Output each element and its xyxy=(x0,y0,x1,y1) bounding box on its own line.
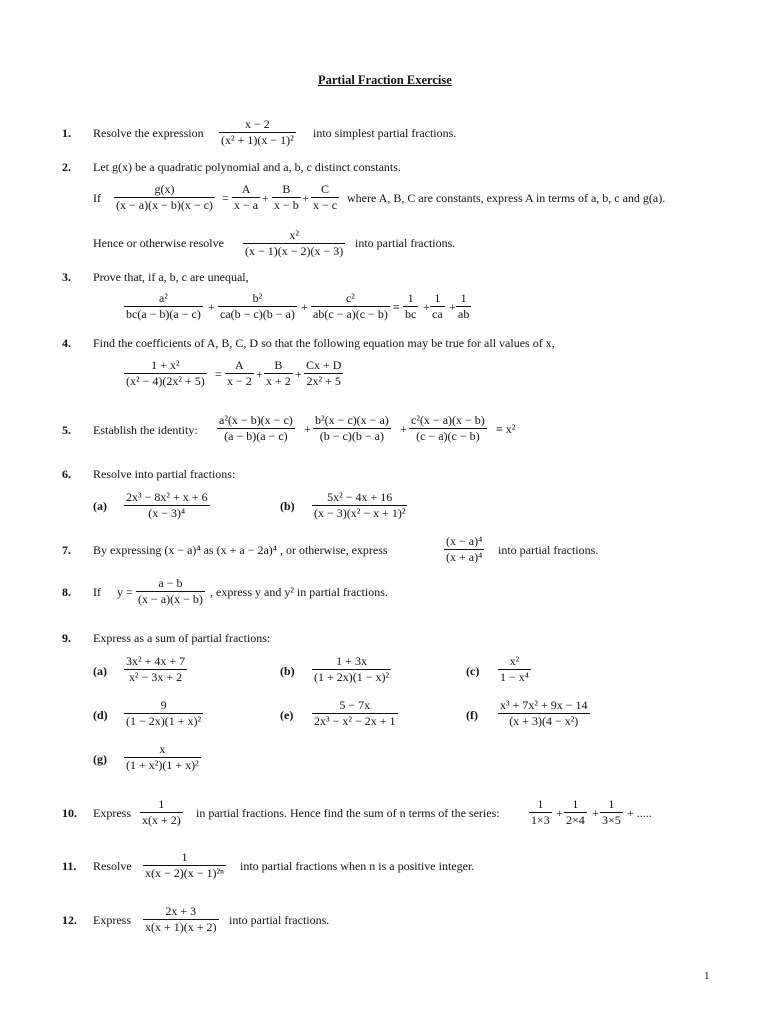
question-number: 10. xyxy=(62,806,77,820)
plus-sign: + xyxy=(208,300,215,314)
fraction xyxy=(456,292,471,321)
part-label: (b) xyxy=(280,664,295,678)
denominator: x − a xyxy=(234,198,259,212)
plus-sign: + xyxy=(556,806,563,820)
part-label: (b) xyxy=(280,499,295,513)
numerator: g(x) xyxy=(114,183,215,198)
fraction xyxy=(304,359,343,388)
part-label: (g) xyxy=(93,752,107,766)
numerator: 1 xyxy=(564,798,587,813)
fraction xyxy=(529,798,552,827)
question-number: 3. xyxy=(62,270,71,284)
fraction xyxy=(311,292,390,321)
numerator: B xyxy=(272,183,301,198)
question-number: 4. xyxy=(62,336,71,350)
denominator: 3×5 xyxy=(602,813,621,827)
denominator: (1 + 2x)(1 − x)² xyxy=(314,670,390,684)
denominator: x − c xyxy=(313,198,338,212)
denominator: (x − 3)⁴ xyxy=(148,506,186,520)
question-text: Establish the identity: xyxy=(93,423,198,437)
numerator: 2x + 3 xyxy=(143,905,219,920)
equivalent-sign: ≡ xyxy=(393,300,400,314)
fraction xyxy=(264,359,293,388)
numerator: 3x² + 4x + 7 xyxy=(126,654,186,668)
question-number: 8. xyxy=(62,585,71,599)
plus-sign: + xyxy=(449,300,456,314)
denominator: x² − 3x + 2 xyxy=(129,670,183,684)
numerator: x³ + 7x² + 9x − 14 xyxy=(500,698,588,712)
fraction xyxy=(136,577,205,606)
fraction xyxy=(140,798,183,827)
part-label: (a) xyxy=(93,499,107,513)
fraction xyxy=(444,535,484,564)
question-text: into partial fractions when n is a positive integer. xyxy=(240,859,475,873)
fraction xyxy=(219,118,296,147)
numerator: 5x² − 4x + 16 xyxy=(312,491,407,506)
fraction xyxy=(409,414,487,443)
question-number: 1. xyxy=(62,126,71,140)
fraction xyxy=(313,414,391,443)
denominator: (x + a)⁴ xyxy=(446,550,483,564)
denominator: (x − 1)(x − 2)(x − 3) xyxy=(245,244,344,258)
numerator: 1 xyxy=(403,292,418,307)
denominator: x(x + 1)(x + 2) xyxy=(145,920,217,934)
denominator: ca(b − c)(b − a) xyxy=(220,307,295,321)
plus-sign: + xyxy=(262,191,269,205)
fraction xyxy=(124,743,201,772)
fraction xyxy=(403,292,418,321)
fraction xyxy=(124,359,207,388)
question-text: Find the coefficients of A, B, C, D so that the following equation may be true for all values of x, xyxy=(93,336,555,350)
denominator: x − b xyxy=(274,198,299,212)
plus-sign: + xyxy=(400,422,407,436)
fraction xyxy=(600,798,623,827)
denominator: (x + 3)(4 − x²) xyxy=(509,714,579,728)
question-number: 7. xyxy=(62,543,71,557)
denominator: 2x³ − x² − 2x + 1 xyxy=(314,714,396,728)
numerator: 5 − 7x xyxy=(312,699,398,714)
question-text: Resolve into partial fractions: xyxy=(93,467,236,481)
page-title: Partial Fraction Exercise xyxy=(318,73,452,87)
numerator: A xyxy=(232,183,260,198)
fraction xyxy=(124,491,210,520)
question-number: 5. xyxy=(62,423,71,437)
denominator: (1 + x²)(1 + x)² xyxy=(126,758,199,772)
numerator: x − 2 xyxy=(219,118,296,133)
denominator: bc(a − b)(a − c) xyxy=(126,307,201,321)
numerator: 2x³ − 8x² + x + 6 xyxy=(126,490,208,504)
part-label: (e) xyxy=(280,708,294,722)
plus-sign: + xyxy=(302,191,309,205)
numerator: 1 xyxy=(456,292,471,307)
denominator: (1 − 2x)(1 + x)² xyxy=(126,714,202,728)
question-text: into partial fractions. xyxy=(355,236,456,250)
question-text: By expressing (x − a)⁴ as (x + a − 2a)⁴ , or otherwise, express xyxy=(93,543,388,557)
plus-sign: + xyxy=(256,367,263,381)
numerator: x² xyxy=(498,655,531,670)
series-ellipsis: + ..... xyxy=(627,806,652,820)
plus-sign: + xyxy=(304,422,311,436)
numerator: x xyxy=(124,743,201,758)
fraction xyxy=(312,491,407,520)
fraction xyxy=(564,798,587,827)
numerator: a − b xyxy=(136,577,205,592)
equivalent-expression: ≡ x² xyxy=(496,422,516,436)
fraction xyxy=(243,229,345,258)
denominator: (x² + 1)(x − 1)² xyxy=(221,133,294,147)
denominator: 1×3 xyxy=(531,813,550,827)
fraction xyxy=(143,851,226,880)
fraction xyxy=(311,183,339,212)
plus-sign: + xyxy=(295,367,302,381)
question-text: If xyxy=(93,191,101,205)
question-text: Let g(x) be a quadratic polynomial and a, b, c distinct constants. xyxy=(93,160,401,174)
question-number: 2. xyxy=(62,160,71,174)
question-text: into partial fractions. xyxy=(229,913,330,927)
numerator: 1 xyxy=(140,798,183,813)
question-number: 12. xyxy=(62,913,77,927)
fraction xyxy=(124,699,203,728)
denominator: x + 2 xyxy=(266,374,291,388)
fraction xyxy=(114,183,215,212)
fraction xyxy=(218,292,297,321)
numerator: a² xyxy=(124,292,203,307)
numerator: 9 xyxy=(124,699,203,714)
denominator: 2×4 xyxy=(566,813,585,827)
question-text: Express xyxy=(93,913,131,927)
fraction xyxy=(124,292,203,321)
question-text: Express as a sum of partial fractions: xyxy=(93,631,271,645)
numerator: 1 xyxy=(600,798,623,813)
numerator: c² xyxy=(311,292,390,307)
numerator: 1 + 3x xyxy=(312,655,391,670)
numerator: a²(x − b)(x − c) xyxy=(219,413,293,427)
denominator: (x − 3)(x² − x + 1)² xyxy=(314,506,406,520)
numerator: B xyxy=(264,359,293,374)
part-label: (f) xyxy=(466,708,478,722)
question-text: Express xyxy=(93,806,131,820)
denominator: (x² − 4)(2x² + 5) xyxy=(126,374,205,388)
plus-sign: + xyxy=(592,806,599,820)
numerator: 1 xyxy=(143,851,226,866)
question-text: where A, B, C are constants, express A in terms of a, b, c and g(a). xyxy=(347,191,666,205)
y-equals: y = xyxy=(117,585,133,599)
denominator: x − 2 xyxy=(227,374,252,388)
question-text: in partial fractions. Hence find the sum of n terms of the series: xyxy=(196,806,500,820)
plus-sign: + xyxy=(301,300,308,314)
denominator: 1 − x⁴ xyxy=(500,670,529,684)
question-number: 9. xyxy=(62,631,71,645)
denominator: (x − a)(x − b)(x − c) xyxy=(116,198,213,212)
question-text: Hence or otherwise resolve xyxy=(93,236,224,250)
question-text: Resolve xyxy=(93,859,132,873)
fraction xyxy=(498,655,531,684)
denominator: ab xyxy=(458,307,470,321)
numerator: Cx + D xyxy=(306,358,342,372)
fraction xyxy=(217,414,295,443)
question-text: If xyxy=(93,585,101,599)
fraction xyxy=(430,292,445,321)
fraction xyxy=(143,905,219,934)
fraction xyxy=(312,699,398,728)
fraction xyxy=(225,359,254,388)
numerator: 1 + x² xyxy=(124,359,207,374)
numerator: x² xyxy=(243,229,345,244)
denominator: x(x + 2) xyxy=(142,813,181,827)
question-text: Resolve the expression xyxy=(93,126,204,140)
part-label: (d) xyxy=(93,708,108,722)
fraction xyxy=(232,183,260,212)
part-label: (a) xyxy=(93,664,107,678)
denominator: (a − b)(a − c) xyxy=(224,429,288,443)
denominator: (x − a)(x − b) xyxy=(138,592,203,606)
equals-sign: = xyxy=(215,367,222,381)
denominator: ab(c − a)(c − b) xyxy=(313,307,388,321)
denominator: bc xyxy=(405,307,417,321)
numerator: 1 xyxy=(430,292,445,307)
page-number: 1 xyxy=(704,970,710,982)
denominator: (b − c)(b − a) xyxy=(319,429,384,443)
numerator: b²(x − c)(x − a) xyxy=(315,413,389,427)
question-text: into partial fractions. xyxy=(498,543,599,557)
fraction xyxy=(124,655,187,684)
denominator: 2x² + 5 xyxy=(306,374,341,388)
part-label: (c) xyxy=(466,664,480,678)
fraction xyxy=(498,699,590,728)
question-text: into simplest partial fractions. xyxy=(313,126,457,140)
question-text: Prove that, if a, b, c are unequal, xyxy=(93,270,249,284)
numerator: (x − a)⁴ xyxy=(446,534,483,548)
equals-sign: = xyxy=(222,191,229,205)
fraction xyxy=(272,183,301,212)
denominator: x(x − 2)(x − 1)²ⁿ xyxy=(145,866,224,880)
numerator: 1 xyxy=(529,798,552,813)
numerator: C xyxy=(311,183,339,198)
fraction xyxy=(312,655,391,684)
numerator: c²(x − a)(x − b) xyxy=(411,413,485,427)
denominator: (c − a)(c − b) xyxy=(416,429,480,443)
question-number: 11. xyxy=(62,859,77,873)
numerator: A xyxy=(225,359,254,374)
numerator: b² xyxy=(218,292,297,307)
question-text: , express y and y² in partial fractions. xyxy=(210,585,388,599)
denominator: ca xyxy=(432,307,443,321)
plus-sign: + xyxy=(423,300,430,314)
question-number: 6. xyxy=(62,467,71,481)
